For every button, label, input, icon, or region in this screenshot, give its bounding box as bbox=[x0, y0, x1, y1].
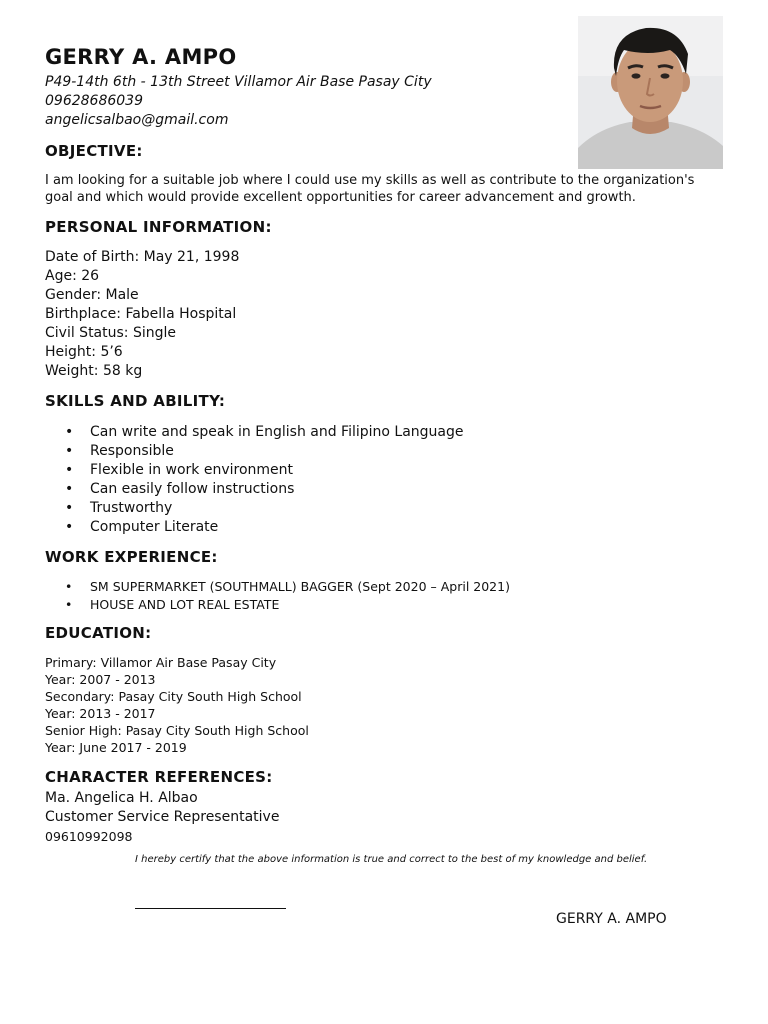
education-list bbox=[45, 654, 309, 756]
reference-position: Customer Service Representative bbox=[45, 809, 280, 825]
applicant-name: GERRY A. AMPO bbox=[45, 45, 237, 69]
age-item: Age: 26 bbox=[45, 268, 100, 284]
reference-block bbox=[45, 789, 279, 846]
certification-statement: I hereby certify that the above information is true and correct to the best of my knowledge and belief. bbox=[135, 854, 648, 865]
work-item bbox=[45, 596, 510, 614]
contact-block bbox=[45, 73, 432, 130]
objective-text: I am looking for a suitable job where I could use my skills as well as contribute to the organization's goal and which would provide excellent opportunities for career advancement and growth. bbox=[45, 173, 695, 205]
education-heading: EDUCATION: bbox=[45, 624, 152, 642]
personal-info-heading: PERSONAL INFORMATION: bbox=[45, 218, 272, 236]
secondary-year-item: Year: 2013 - 2017 bbox=[45, 706, 156, 721]
email-text: angelicsalbao@gmail.com bbox=[45, 112, 229, 128]
address-text: P49-14th 6th - 13th Street Villamor Air Base Pasay City bbox=[45, 74, 432, 90]
skills-list bbox=[45, 423, 464, 537]
bullet-icon: • bbox=[65, 481, 74, 497]
skill-item bbox=[45, 480, 464, 499]
bullet-icon: • bbox=[65, 424, 74, 440]
work-experience-list bbox=[45, 578, 510, 614]
objective-heading: OBJECTIVE: bbox=[45, 142, 143, 160]
phone-text: 09628686039 bbox=[45, 93, 143, 109]
profile-photo bbox=[578, 16, 723, 169]
gender-item: Gender: Male bbox=[45, 287, 139, 303]
bullet-icon: • bbox=[65, 519, 74, 535]
work-text: HOUSE AND LOT REAL ESTATE bbox=[90, 597, 280, 612]
civil-status-item: Civil Status: Single bbox=[45, 325, 176, 341]
bullet-icon: • bbox=[65, 579, 73, 594]
birthplace-item: Birthplace: Fabella Hospital bbox=[45, 306, 237, 322]
skill-text: Can write and speak in English and Filipino Language bbox=[90, 424, 464, 440]
reference-phone: 09610992098 bbox=[45, 829, 133, 844]
secondary-school-item: Secondary: Pasay City South High School bbox=[45, 689, 302, 704]
skill-text: Flexible in work environment bbox=[90, 462, 294, 478]
primary-school-item: Primary: Villamor Air Base Pasay City bbox=[45, 655, 277, 670]
skill-text: Trustworthy bbox=[90, 500, 173, 516]
skill-text: Responsible bbox=[90, 443, 174, 459]
primary-year-item: Year: 2007 - 2013 bbox=[45, 672, 156, 687]
personal-info-list bbox=[45, 248, 239, 381]
skill-text: Computer Literate bbox=[90, 519, 219, 535]
weight-item: Weight: 58 kg bbox=[45, 363, 143, 379]
skill-item bbox=[45, 442, 464, 461]
senior-high-year-item: Year: June 2017 - 2019 bbox=[45, 740, 187, 755]
references-heading: CHARACTER REFERENCES: bbox=[45, 768, 273, 786]
skill-item bbox=[45, 423, 464, 442]
signature-name: GERRY A. AMPO bbox=[556, 911, 667, 927]
skill-item bbox=[45, 518, 464, 537]
work-experience-heading: WORK EXPERIENCE: bbox=[45, 548, 218, 566]
birth-date-item: Date of Birth: May 21, 1998 bbox=[45, 249, 240, 265]
senior-high-item: Senior High: Pasay City South High School bbox=[45, 723, 309, 738]
height-item: Height: 5’6 bbox=[45, 344, 123, 360]
bullet-icon: • bbox=[65, 443, 74, 459]
reference-name: Ma. Angelica H. Albao bbox=[45, 790, 198, 806]
person-photo-icon bbox=[578, 16, 723, 169]
bullet-icon: • bbox=[65, 597, 73, 612]
skill-item bbox=[45, 499, 464, 518]
skill-item bbox=[45, 461, 464, 480]
signature-line bbox=[135, 908, 286, 909]
skill-text: Can easily follow instructions bbox=[90, 481, 295, 497]
work-text: SM SUPERMARKET (SOUTHMALL) BAGGER (Sept 2020 – April 2021) bbox=[90, 579, 510, 594]
bullet-icon: • bbox=[65, 500, 74, 516]
skills-heading: SKILLS AND ABILITY: bbox=[45, 392, 226, 410]
bullet-icon: • bbox=[65, 462, 74, 478]
work-item bbox=[45, 578, 510, 596]
